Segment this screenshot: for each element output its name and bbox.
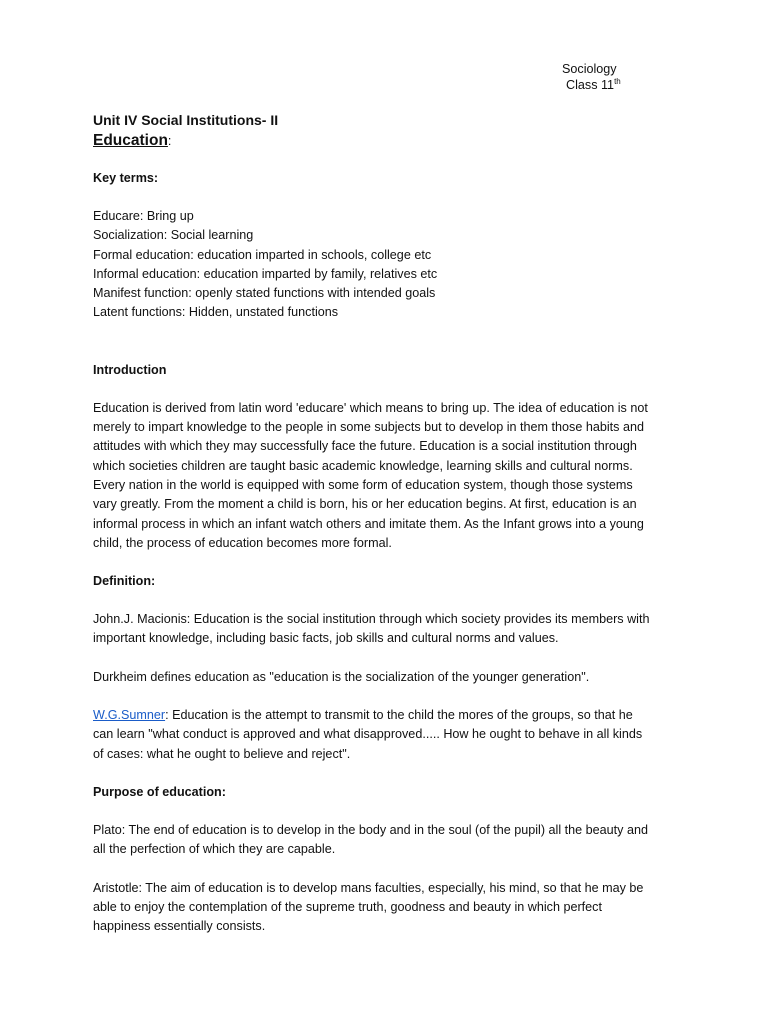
key-term-item: Latent functions: Hidden, unstated functions <box>93 305 339 320</box>
unit-title: Unit IV Social Institutions- II <box>93 112 279 128</box>
document-body <box>93 110 683 936</box>
introduction-heading: Introduction <box>93 362 167 377</box>
topic-title <box>93 130 683 152</box>
topic-title-text: Education <box>93 132 168 149</box>
paragraph-line: vary greatly. From the moment a child is born, his or her education begins. At first, education is an <box>93 497 637 512</box>
paragraph-line: Aristotle: The aim of education is to develop mans faculties, especially, his mind, so that he may be <box>93 880 644 895</box>
key-term-item: Formal education: education imparted in schools, college etc <box>93 247 432 262</box>
key-term-item: Manifest function: openly stated functions with intended goals <box>93 286 436 301</box>
key-term-item: Socialization: Social learning <box>93 228 254 243</box>
paragraph-line: child, the process of education becomes more formal. <box>93 535 392 550</box>
topic-title-colon: : <box>167 134 172 148</box>
durkheim-definition: Durkheim defines education as "education is the socialization of the younger generation". <box>93 669 590 684</box>
sumner-definition <box>93 706 683 764</box>
document-header <box>560 61 670 93</box>
paragraph-line: all the perfection of which they are capable. <box>93 842 336 857</box>
paragraph-line: Plato: The end of education is to develop in the body and in the soul (of the pupil) all the beauty and <box>93 822 648 837</box>
paragraph-line: attitudes with which they may successfully face the future. Education is a social institution through <box>93 439 637 454</box>
paragraph-line: important knowledge, including basic facts, job skills and cultural norms and values. <box>93 631 559 646</box>
class-text: Class 11 <box>566 78 615 92</box>
macionis-definition <box>93 610 683 649</box>
sumner-link[interactable]: W.G.Sumner <box>93 708 166 723</box>
paragraph-line: informal process in which an infant watch others and imitate them. As the Infant grows into a young <box>93 516 644 531</box>
paragraph-line: John.J. Macionis: Education is the social institution through which society provides its members with <box>93 612 650 627</box>
definition-heading: Definition: <box>93 574 156 589</box>
key-term-item: Educare: Bring up <box>93 209 194 223</box>
class-label <box>560 77 670 93</box>
plato-purpose <box>93 821 683 860</box>
purpose-heading: Purpose of education: <box>93 784 226 799</box>
subject-label: Sociology <box>562 62 617 76</box>
key-term-item: Informal education: education imparted by family, relatives etc <box>93 266 438 281</box>
class-suffix: th <box>614 76 621 86</box>
sumner-text: : Education is the attempt to transmit to the child the mores of the groups, so that he <box>165 708 633 723</box>
key-terms-list <box>93 207 683 323</box>
paragraph-line: able to enjoy the contemplation of the supreme truth, goodness and beauty in which perfect <box>93 899 602 914</box>
paragraph-line: happiness essentially consists. <box>93 919 266 934</box>
introduction-paragraph <box>93 399 683 553</box>
key-terms-heading: Key terms: <box>93 171 159 185</box>
aristotle-purpose <box>93 879 683 937</box>
paragraph-line <box>93 706 683 725</box>
paragraph-line: Every nation in the world is equipped with some form of education system, though those systems <box>93 477 633 492</box>
paragraph-line: which societies children are taught basic academic knowledge, learning skills and cultural norms. <box>93 458 633 473</box>
paragraph-line: merely to impart knowledge to the people in some subjects but to develop in them those habits and <box>93 420 644 435</box>
paragraph-line: of cases: what he ought to believe and reject". <box>93 746 351 761</box>
paragraph-line: Education is derived from latin word 'educare' which means to bring up. The idea of education is not <box>93 400 648 415</box>
paragraph-line: can learn "what conduct is approved and what disapproved..... How he ought to behave in all kinds <box>93 727 643 742</box>
